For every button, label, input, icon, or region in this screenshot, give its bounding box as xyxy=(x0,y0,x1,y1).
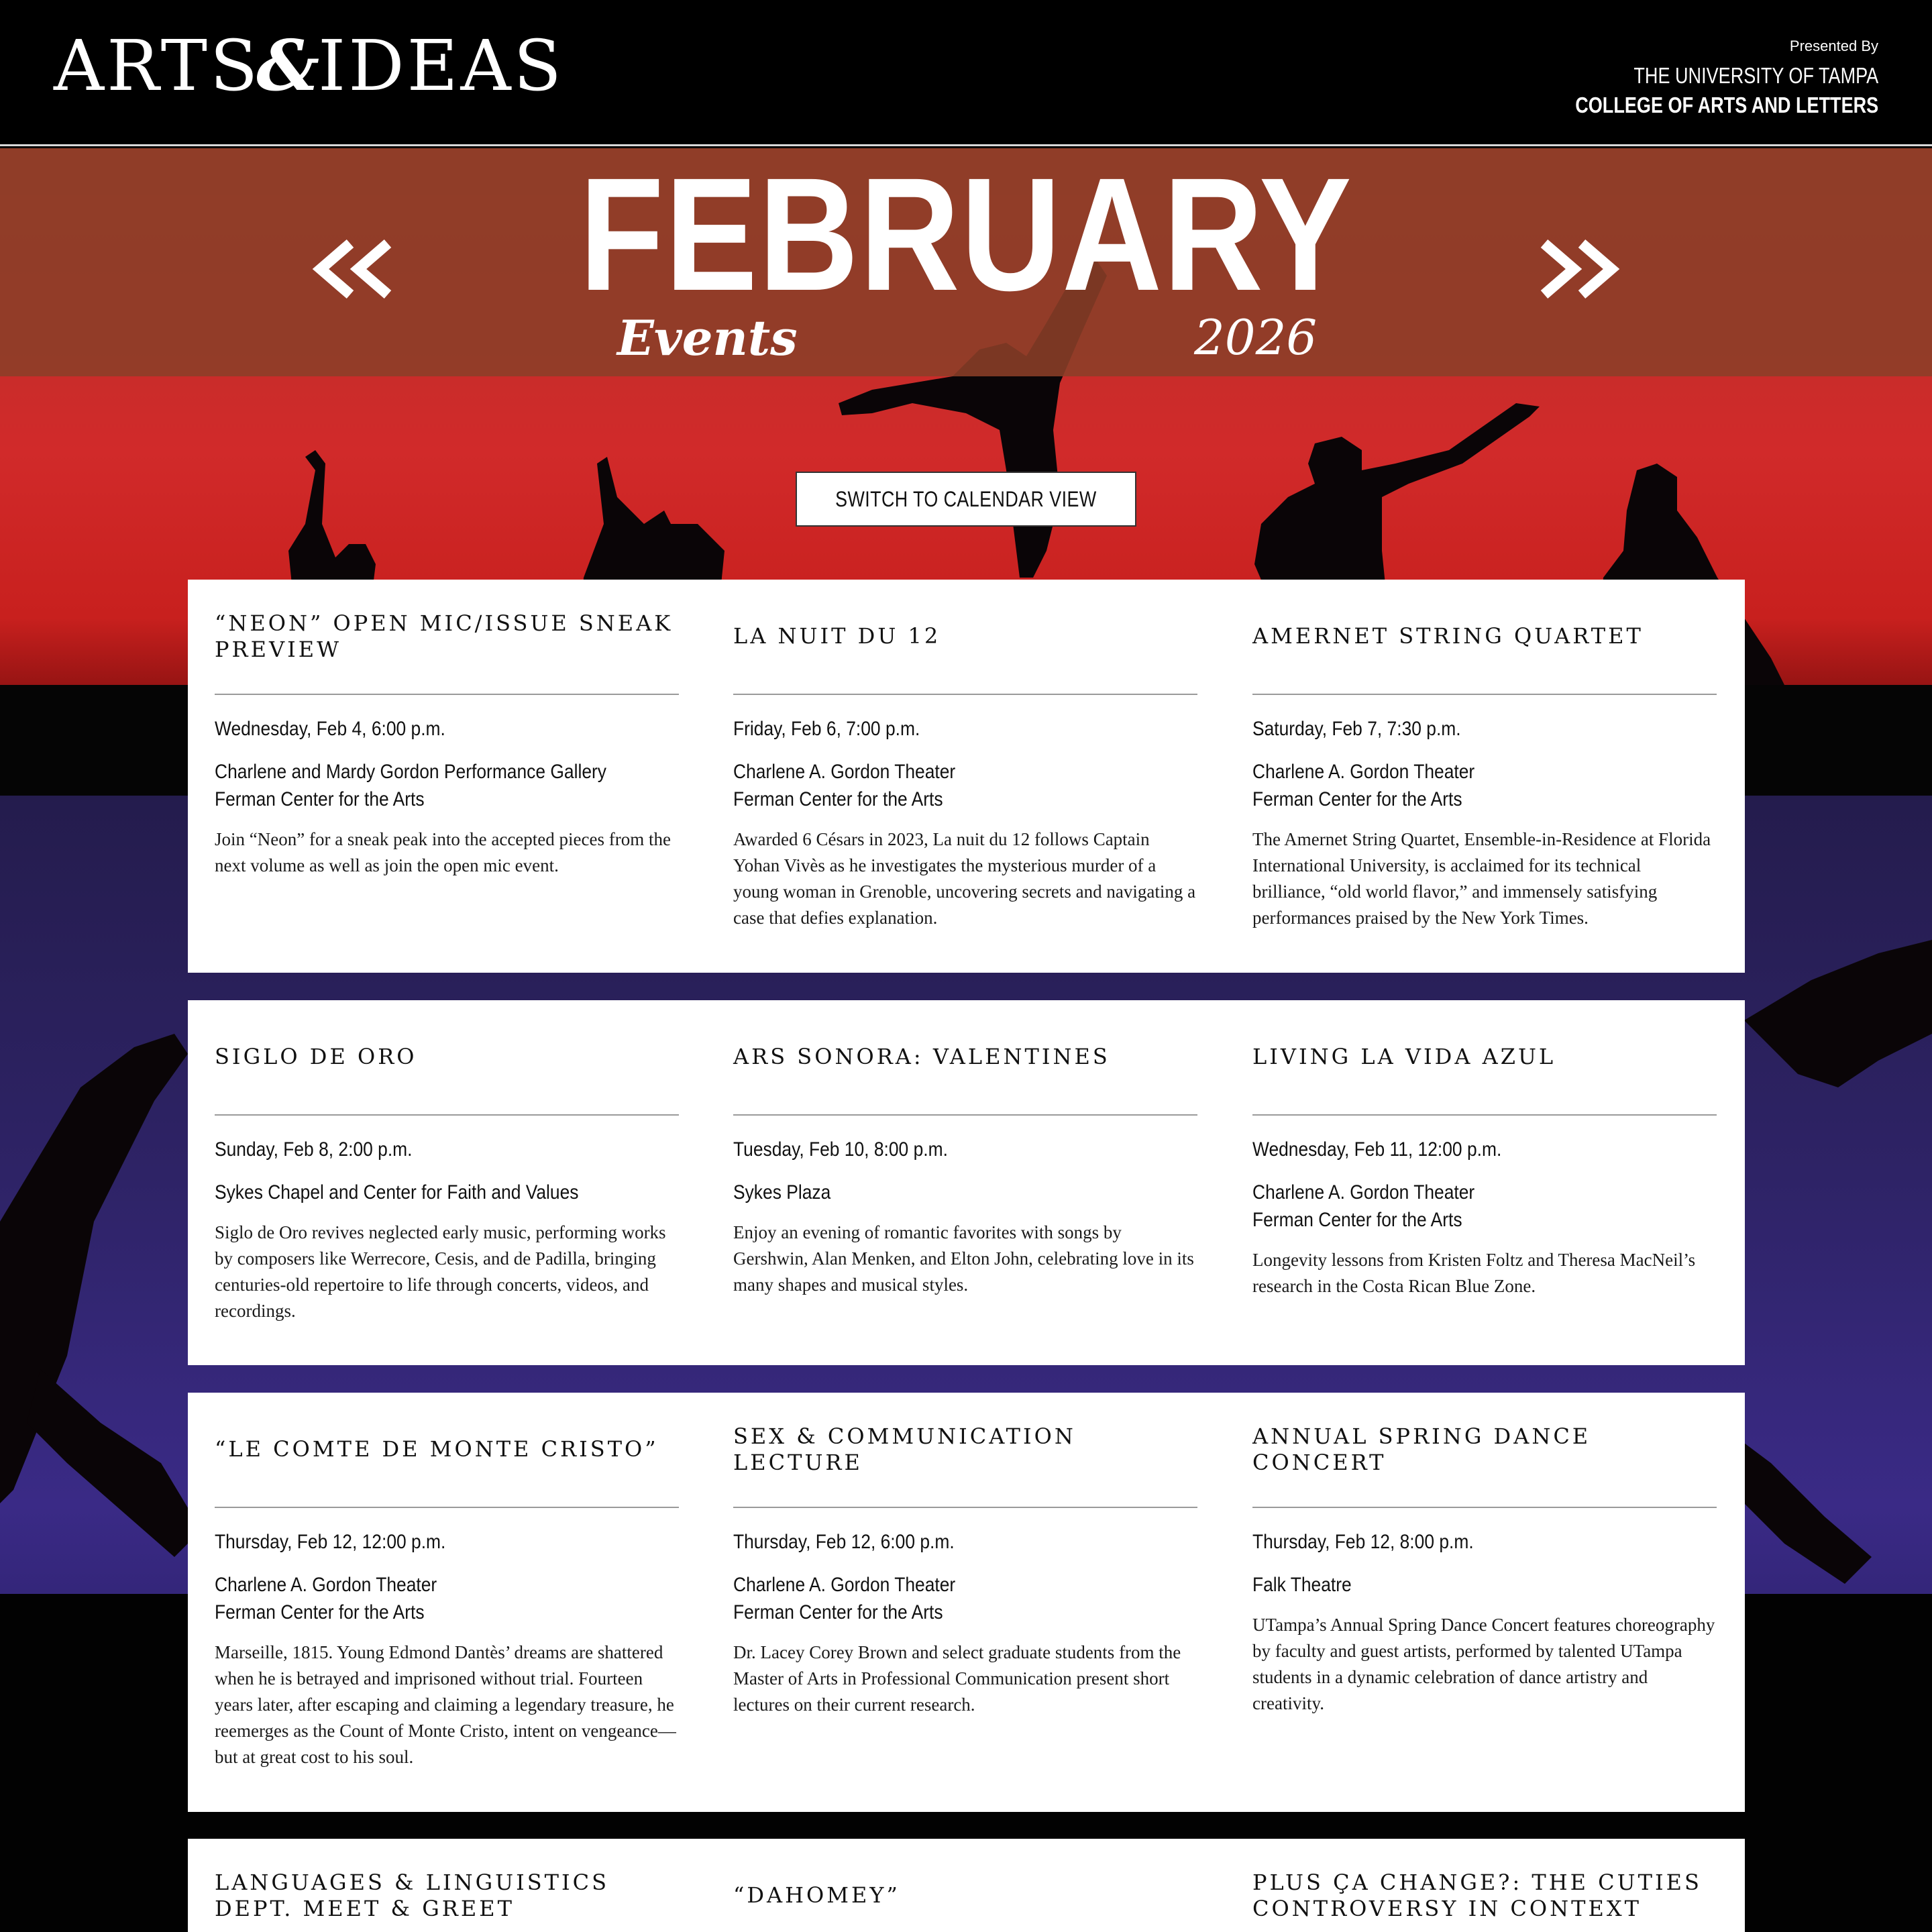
event-title[interactable]: LANGUAGES & LINGUISTICS DEPT. MEET & GREET xyxy=(215,1869,610,1921)
logo-ampersand: & xyxy=(256,24,323,107)
event-title[interactable]: “NEON” OPEN MIC/ISSUE SNEAK PREVIEW xyxy=(215,610,674,662)
next-month-button[interactable] xyxy=(1529,222,1623,316)
venue-line: Ferman Center for the Arts xyxy=(215,1601,425,1623)
event-venue xyxy=(215,1571,623,1626)
event-description: Marseille, 1815. Young Edmond Dantès’ dreams are shattered when he is betrayed and imprisoned without trial. Fourteen years later, after escaping and claiming a legendary treasure, he reemerges as the Count of Monte Cristo, intent on vengeance—but at great cost to his soul. xyxy=(215,1642,676,1767)
double-chevron-right-icon xyxy=(1529,222,1623,316)
event-title[interactable]: ANNUAL SPRING DANCE CONCERT xyxy=(1252,1423,1591,1475)
event-title[interactable]: “LE COMTE DE MONTE CRISTO” xyxy=(215,1436,659,1462)
event-date: Thursday, Feb 12, 8:00 p.m. xyxy=(1252,1531,1474,1553)
venue-line: Ferman Center for the Arts xyxy=(1252,788,1462,810)
event-date: Sunday, Feb 8, 2:00 p.m. xyxy=(215,1138,413,1161)
event-title[interactable]: LA NUIT DU 12 xyxy=(733,623,941,649)
event-description: Dr. Lacey Corey Brown and select graduate students from the Master of Arts in Professional Communication present short lectures on their current research. xyxy=(733,1642,1181,1715)
college-name: COLLEGE OF ARTS AND LETTERS xyxy=(1574,93,1878,117)
event-title[interactable]: SEX & COMMUNICATION LECTURE xyxy=(733,1423,1076,1475)
event-card[interactable] xyxy=(733,1000,1197,1298)
event-card[interactable] xyxy=(733,580,1197,931)
month-title: FEBRUARY xyxy=(579,148,1353,324)
venue-line: Charlene A. Gordon Theater xyxy=(1252,1181,1475,1203)
presented-by-label: Presented By xyxy=(1789,38,1878,54)
venue-line: Sykes Chapel and Center for Faith and Values xyxy=(215,1181,579,1203)
venue-line: Falk Theatre xyxy=(1252,1574,1352,1596)
venue-line: Charlene A. Gordon Theater xyxy=(733,1574,956,1596)
double-chevron-left-icon xyxy=(309,222,402,316)
event-card[interactable] xyxy=(1252,1000,1717,1299)
event-venue xyxy=(1252,1179,1661,1234)
event-description: Longevity lessons from Kristen Foltz and Theresa MacNeil’s research in the Costa Rican Blue Zone. xyxy=(1252,1250,1696,1296)
event-row xyxy=(188,580,1745,973)
event-title[interactable]: LIVING LA VIDA AZUL xyxy=(1252,1044,1556,1070)
events-label: Events xyxy=(617,309,798,366)
year-label: 2026 xyxy=(1194,309,1318,366)
event-card[interactable] xyxy=(215,580,679,879)
event-title[interactable]: PLUS ÇA CHANGE?: THE CUTIES CONTROVERSY IN CONTEXT xyxy=(1252,1869,1702,1921)
event-description: Join “Neon” for a sneak peak into the accepted pieces from the next volume as well as join the open mic event. xyxy=(215,829,671,875)
event-card[interactable] xyxy=(1252,1393,1717,1717)
event-date: Wednesday, Feb 4, 6:00 p.m. xyxy=(215,718,445,740)
event-date: Thursday, Feb 12, 12:00 p.m. xyxy=(215,1531,446,1553)
venue-line: Charlene A. Gordon Theater xyxy=(215,1574,437,1596)
venue-line: Ferman Center for the Arts xyxy=(733,788,943,810)
event-card[interactable] xyxy=(215,1393,679,1770)
hero-section xyxy=(0,148,1932,1932)
event-date: Thursday, Feb 12, 6:00 p.m. xyxy=(733,1531,955,1553)
event-description: Awarded 6 Césars in 2023, La nuit du 12 follows Captain Yohan Vivès as he investigates the mysterious murder of a young woman in Grenoble, uncovering secrets and navigating a case that defies explanation. xyxy=(733,829,1196,928)
event-row xyxy=(188,1839,1745,1932)
event-description: Enjoy an evening of romantic favorites with songs by Gershwin, Alan Menken, and Elton John, celebrating love in its many shapes and musical styles. xyxy=(733,1222,1194,1295)
event-date: Saturday, Feb 7, 7:30 p.m. xyxy=(1252,718,1461,740)
event-date: Friday, Feb 6, 7:00 p.m. xyxy=(733,718,920,740)
event-title[interactable]: SIGLO DE ORO xyxy=(215,1044,417,1070)
arts-and-ideas-logo[interactable] xyxy=(54,24,564,107)
event-card[interactable] xyxy=(733,1393,1197,1718)
event-venue xyxy=(1252,758,1661,813)
event-venue xyxy=(733,758,1142,813)
calendar-button-label: SWITCH TO CALENDAR VIEW xyxy=(835,487,1097,511)
event-description: Siglo de Oro revives neglected early music, performing works by composers like Werrecore, Cesis, and de Padilla, bringing centuries-old repertoire to life through concerts, videos, and recordings. xyxy=(215,1222,666,1321)
presenter-credit xyxy=(1509,38,1878,118)
event-description: UTampa’s Annual Spring Dance Concert features choreography by faculty and guest artists, performed by talented UTampa students in a dynamic celebration of dance artistry and creativity. xyxy=(1252,1615,1715,1713)
event-title[interactable]: “DAHOMEY” xyxy=(733,1882,900,1909)
site-header xyxy=(0,0,1932,146)
venue-line: Charlene A. Gordon Theater xyxy=(1252,761,1475,783)
event-card[interactable] xyxy=(215,1000,679,1324)
university-name: THE UNIVERSITY OF TAMPA xyxy=(1633,63,1878,88)
switch-to-calendar-view-button[interactable] xyxy=(796,472,1136,527)
event-venue xyxy=(215,758,623,813)
previous-month-button[interactable] xyxy=(309,222,402,316)
event-row xyxy=(188,1393,1745,1812)
event-title[interactable]: ARS SONORA: VALENTINES xyxy=(733,1044,1110,1070)
venue-line: Charlene A. Gordon Theater xyxy=(733,761,956,783)
event-venue xyxy=(215,1179,623,1206)
venue-line: Charlene and Mardy Gordon Performance Gallery xyxy=(215,761,607,783)
event-venue xyxy=(733,1571,1142,1626)
event-card[interactable] xyxy=(1252,580,1717,931)
event-row xyxy=(188,1000,1745,1365)
event-card[interactable] xyxy=(215,1839,679,1932)
venue-line: Ferman Center for the Arts xyxy=(215,788,425,810)
event-description: The Amernet String Quartet, Ensemble-in-Residence at Florida International University, is acclaimed for its technical brilliance, “old world flavor,” and immensely satisfying performances praised by the New York Times. xyxy=(1252,829,1711,928)
event-venue xyxy=(1252,1571,1661,1599)
logo-arts: ARTS xyxy=(54,25,261,107)
event-card[interactable] xyxy=(733,1839,1197,1932)
venue-line: Ferman Center for the Arts xyxy=(733,1601,943,1623)
event-title[interactable]: AMERNET STRING QUARTET xyxy=(1252,623,1644,649)
venue-line: Ferman Center for the Arts xyxy=(1252,1209,1462,1231)
event-venue xyxy=(733,1179,1142,1206)
logo-ideas: IDEAS xyxy=(318,25,564,107)
venue-line: Sykes Plaza xyxy=(733,1181,831,1203)
event-date: Tuesday, Feb 10, 8:00 p.m. xyxy=(733,1138,948,1161)
event-date: Wednesday, Feb 11, 12:00 p.m. xyxy=(1252,1138,1502,1161)
event-card[interactable] xyxy=(1252,1839,1717,1932)
